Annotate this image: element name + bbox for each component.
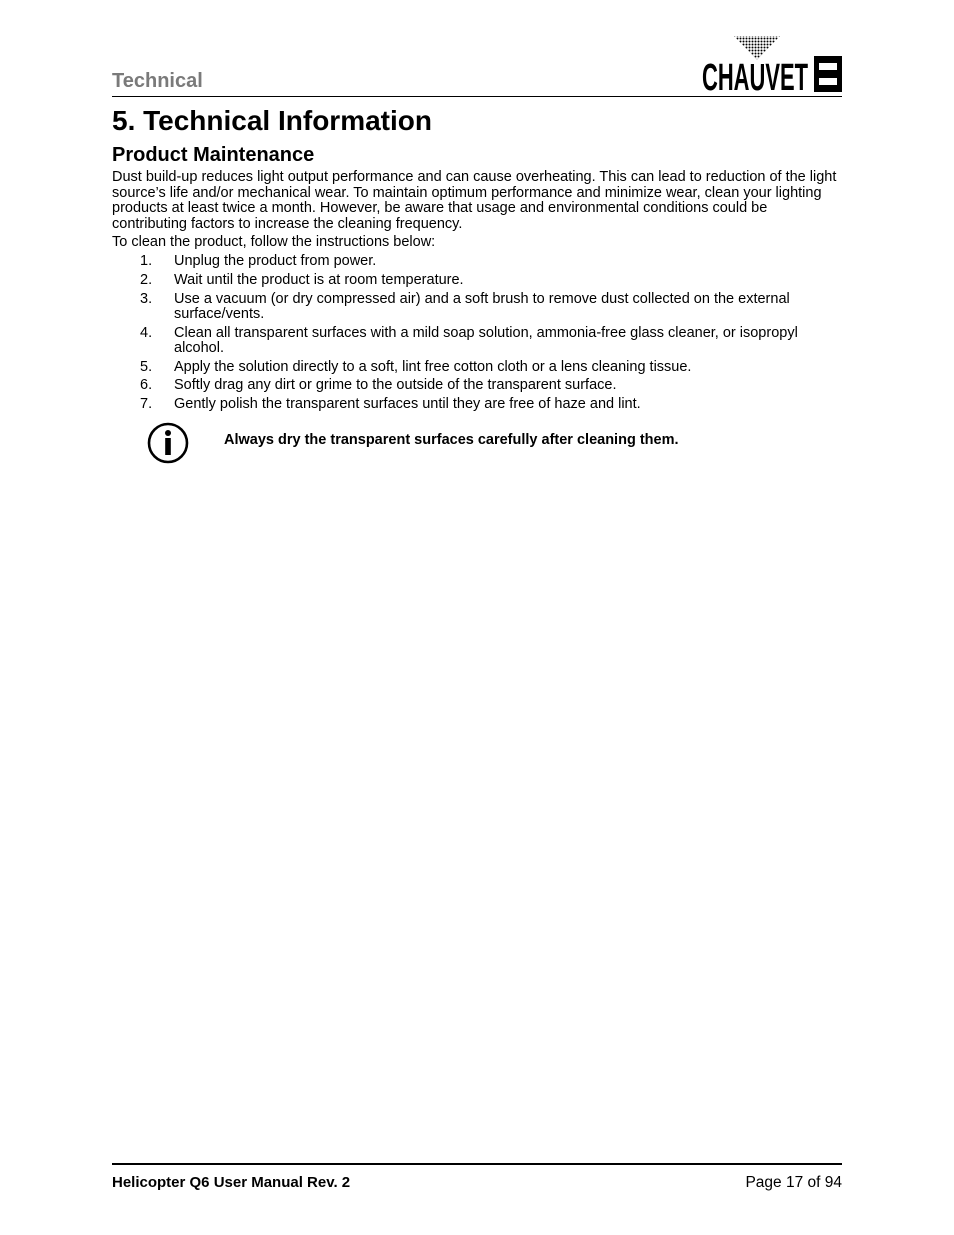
- step-number: 3.: [140, 290, 153, 307]
- step-number: 7.: [140, 396, 153, 413]
- footer-manual-title: Helicopter Q6 User Manual Rev. 2: [112, 1174, 351, 1191]
- logo-wordmark: CHAUVET: [702, 57, 808, 99]
- step-number: 4.: [140, 324, 153, 341]
- step-text: Unplug the product from power.: [174, 253, 377, 269]
- footer-divider: [112, 1163, 842, 1165]
- step-text: Wait until the product is at room temperature.: [174, 271, 464, 288]
- list-item: [112, 273, 842, 288]
- step-number: 1.: [140, 253, 153, 269]
- step-text: Use a vacuum (or dry compressed air) and a soft brush to remove dust collected on the external surface/vents.: [174, 290, 790, 322]
- cleaning-steps-list: [112, 254, 842, 416]
- chauvet-logo-icon: [700, 34, 844, 99]
- list-item: [112, 292, 842, 322]
- section-title: Product Maintenance: [112, 144, 315, 166]
- footer-page-number: Page 17 of 94: [745, 1174, 842, 1191]
- chauvet-logo: [700, 34, 844, 99]
- intro-paragraph: Dust build-up reduces light output performance and can cause overheating. This can lead to reduction of the light source’s life and/or mechanical wear. To maintain optimum performance and minimize wear, clean your lighting products at least twice a month. However, be aware that usage and environmental conditions could be contributing factors to increase the cleaning frequency.: [112, 169, 837, 232]
- list-item: [112, 378, 842, 393]
- info-icon: [147, 422, 189, 464]
- list-item: [112, 397, 842, 412]
- note-text: Always dry the transparent surfaces carefully after cleaning them.: [224, 432, 679, 448]
- step-text: Apply the solution directly to a soft, lint free cotton cloth or a lens cleaning tissue.: [174, 358, 692, 375]
- page-title: 5. Technical Information: [112, 105, 432, 136]
- step-number: 6.: [140, 377, 153, 394]
- step-text: Gently polish the transparent surfaces until they are free of haze and lint.: [174, 396, 641, 413]
- step-text: Clean all transparent surfaces with a mild soap solution, ammonia-free glass cleaner, or isopropyl alcohol.: [174, 324, 798, 356]
- instructions-lead: To clean the product, follow the instructions below:: [112, 234, 436, 250]
- header-divider: [112, 96, 842, 97]
- step-number: 5.: [140, 358, 153, 375]
- step-number: 2.: [140, 271, 153, 288]
- list-item: [112, 326, 842, 356]
- step-text: Softly drag any dirt or grime to the outside of the transparent surface.: [174, 377, 617, 394]
- header-section-label: Technical: [112, 70, 203, 92]
- list-item: [112, 254, 842, 269]
- list-item: [112, 360, 842, 375]
